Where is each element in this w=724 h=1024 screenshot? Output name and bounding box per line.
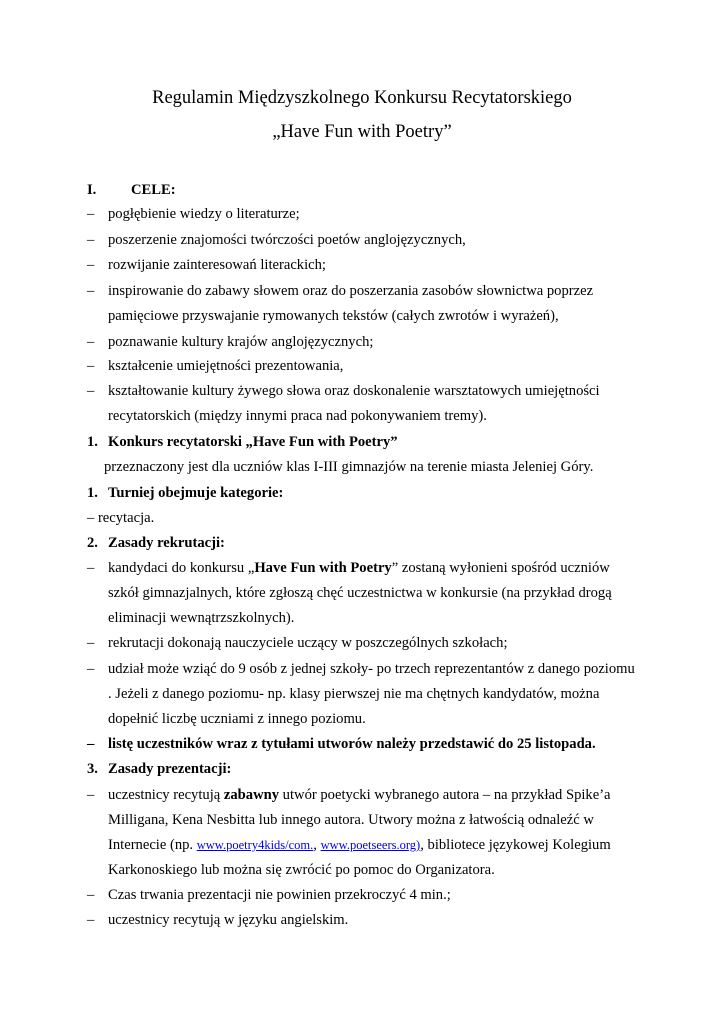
- list-item: uczestnicy recytują w języku angielskim.: [108, 912, 349, 928]
- list-item-continuation: recytatorskich (między innymi praca nad pokonywaniem tremy).: [108, 408, 487, 424]
- list-bullet: –: [87, 661, 95, 677]
- list-bullet: –: [87, 787, 95, 803]
- section-heading: Konkurs recytatorski „Have Fun with Poetry”: [108, 434, 398, 450]
- document-title: Regulamin Międzyszkolnego Konkursu Recytatorskiego: [152, 88, 572, 108]
- section-heading: CELE:: [131, 182, 176, 198]
- section-number: 2.: [87, 535, 98, 551]
- list-item: poszerzenie znajomości twórczości poetów anglojęzycznych,: [108, 232, 466, 248]
- text-run: uczestnicy recytują: [108, 787, 224, 803]
- list-item-deadline: listę uczestników wraz z tytułami utworów należy przedstawić do 25 listopada.: [108, 736, 596, 752]
- list-item: Czas trwania prezentacji nie powinien przekroczyć 4 min.;: [108, 887, 451, 903]
- list-item-continuation: eliminacji wewnątrzszkolnych).: [108, 610, 295, 626]
- list-item: – recytacja.: [87, 510, 155, 526]
- list-item: poznawanie kultury krajów anglojęzycznych;: [108, 334, 374, 350]
- list-item: inspirowanie do zabawy słowem oraz do poszerzania zasobów słownictwa poprzez: [108, 283, 594, 299]
- poetseers-link[interactable]: www.poetseers.org): [320, 838, 421, 852]
- emphasis: zabawny: [223, 787, 280, 803]
- text-run: ” zostaną wyłonieni spośród uczniów: [391, 560, 610, 576]
- list-item-continuation: dopełnić liczbę uczniami z innego poziomu.: [108, 711, 366, 727]
- list-item: [108, 560, 610, 577]
- list-bullet: –: [87, 232, 95, 248]
- paragraph: przeznaczony jest dla uczniów klas I-III gimnazjów na terenie miasta Jeleniej Góry.: [104, 459, 594, 475]
- list-bullet: –: [87, 887, 95, 903]
- text-run: Internecie (np.: [108, 837, 197, 853]
- section-heading: Zasady prezentacji:: [108, 761, 232, 777]
- list-item-continuation: Karkonoskiego lub można się zwrócić po pomoc do Organizatora.: [108, 862, 495, 878]
- section-heading: Turniej obejmuje kategorie:: [108, 485, 284, 501]
- list-bullet: –: [87, 358, 95, 374]
- list-bullet: –: [87, 283, 95, 299]
- text-run: ,: [313, 837, 321, 853]
- section-number: 3.: [87, 761, 98, 777]
- text-run: , bibliotece językowej Kolegium: [420, 837, 611, 853]
- contest-name: Have Fun with Poetry: [254, 560, 392, 576]
- list-item: udział może wziąć do 9 osób z jednej szkoły- po trzech reprezentantów z danego poziomu: [108, 661, 635, 677]
- list-bullet: –: [87, 560, 95, 576]
- section-number: 1.: [87, 485, 98, 501]
- text-run: kandydaci do konkursu „: [108, 560, 255, 576]
- list-item: pogłębienie wiedzy o literaturze;: [108, 206, 300, 222]
- document-subtitle: „Have Fun with Poetry”: [272, 122, 452, 142]
- list-item: rekrutacji dokonają nauczyciele uczący w poszczególnych szkołach;: [108, 635, 508, 651]
- list-bullet: –: [87, 334, 95, 350]
- list-item-continuation: Milligana, Kena Nesbitta lub innego autora. Utwory można z łatwością odnaleźć w: [108, 812, 594, 828]
- list-item: kształcenie umiejętności prezentowania,: [108, 358, 344, 374]
- section-number: 1.: [87, 434, 98, 450]
- list-item: kształtowanie kultury żywego słowa oraz doskonalenie warsztatowych umiejętności: [108, 383, 600, 399]
- list-item-continuation: szkół gimnazjalnych, które zgłoszą chęć uczestnictwa w konkursie (na przykład drogą: [108, 585, 612, 601]
- list-item-continuation: . Jeżeli z danego poziomu- np. klasy pierwszej nie ma chętnych kandydatów, można: [108, 686, 600, 702]
- list-bullet: –: [87, 912, 95, 928]
- list-item-continuation: pamięciowe przyswajanie rymowanych tekstów (całych zwrotów i wyrażeń),: [108, 308, 559, 324]
- list-bullet: –: [87, 736, 95, 752]
- list-bullet: –: [87, 206, 95, 222]
- section-heading: Zasady rekrutacji:: [108, 535, 225, 551]
- list-item: rozwijanie zainteresowań literackich;: [108, 257, 326, 273]
- poetry4kids-link[interactable]: www.poetry4kids/com.: [196, 838, 314, 852]
- list-bullet: –: [87, 257, 95, 273]
- list-bullet: –: [87, 635, 95, 651]
- section-number: I.: [87, 182, 97, 198]
- list-bullet: –: [87, 383, 95, 399]
- list-item-continuation: [108, 837, 611, 854]
- list-item: [108, 787, 611, 804]
- text-run: utwór poetycki wybranego autora – na przykład Spike’a: [279, 787, 611, 803]
